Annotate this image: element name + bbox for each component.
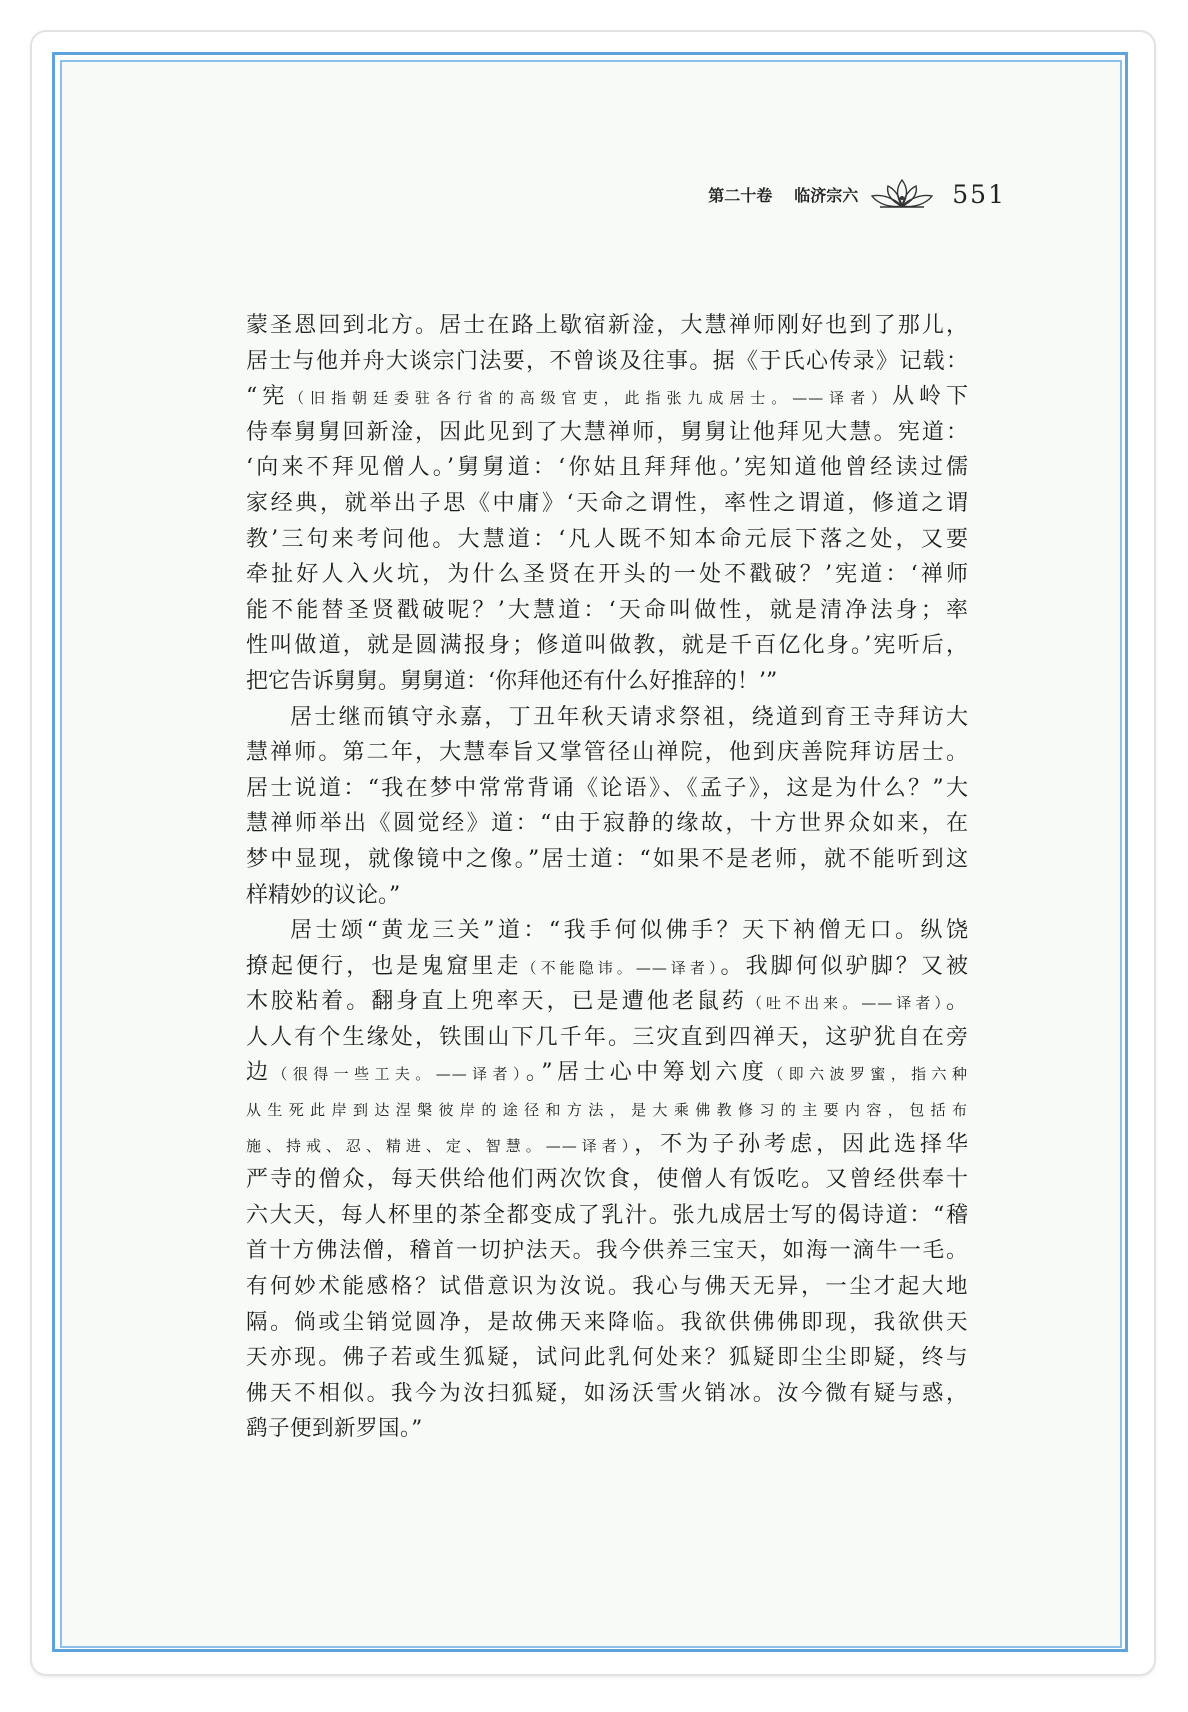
text-line	[246, 913, 968, 949]
text-line	[246, 1233, 968, 1269]
text-run: 佛天不相似。我今为汝扫狐疑，如汤沃雪火销冰。汝今微有疑与惑，	[246, 1380, 968, 1406]
text-run: 木胶粘着。翻身直上兜率天，已是遭他老鼠药	[246, 989, 747, 1015]
text-run: 慧禅师。第二年，大慧奉旨又掌管径山禅院，他到庆善院拜访居士。	[246, 740, 968, 766]
translator-note: （很得一些工夫。——译者）	[272, 1065, 526, 1084]
text-run: ，不为子孙考虑，因此选择华	[634, 1131, 968, 1157]
text-run: 居士继而镇守永嘉，丁丑年秋天请求祭祖，绕道到育王寺拜访大	[290, 704, 968, 730]
text-line	[246, 415, 968, 451]
text-line	[246, 379, 968, 415]
text-run: 牵扯好人入火坑，为什么圣贤在开头的一处不戳破？’宪道：‘禅师	[246, 562, 968, 588]
text-line	[246, 1127, 968, 1163]
text-run: 侍奉舅舅回新淦，因此见到了大慧禅师，舅舅让他拜见大慧。宪道：	[246, 419, 968, 445]
text-run: 能不能替圣贤戳破呢？’大慧道：‘天命叫做性，就是清净法身；率	[246, 597, 968, 623]
text-line	[246, 522, 968, 558]
text-line	[246, 450, 968, 486]
text-run: 。”居士心中筹划六度	[525, 1060, 769, 1086]
text-line	[246, 557, 968, 593]
text-run: 有何妙术能感格？试借意识为汝说。我心与佛天无异，一尘才起大地	[246, 1274, 968, 1300]
page-number: 551	[952, 179, 1006, 209]
text-run: 首十方佛法僧，稽首一切护法天。我今供养三宝天，如海一滴牛一毛。	[246, 1238, 968, 1264]
lotus-ornament-icon	[866, 176, 938, 212]
text-run: 人人有个生缘处，铁围山下几千年。三灾直到四禅天，这驴犹自在旁	[246, 1024, 968, 1050]
text-line	[246, 949, 968, 985]
translator-note: （即六波罗蜜，指六种	[768, 1065, 968, 1084]
text-run: 。我脚何似驴脚？又被	[720, 953, 968, 979]
text-run: 撩起便行，也是鬼窟里走	[246, 953, 522, 979]
translator-note: 从生死此岸到达涅槃彼岸的途径和方法，是大乘佛教修习的主要内容，包括布	[246, 1101, 968, 1120]
volume-title: 第二十卷	[708, 185, 773, 205]
text-line	[246, 1091, 968, 1127]
text-line	[246, 1020, 968, 1056]
text-run: 边	[246, 1060, 273, 1086]
text-run: 蒙圣恩回到北方。居士在路上歇宿新淦，大慧禅师刚好也到了那儿，	[246, 313, 968, 338]
text-run: 教’三句来考问他。大慧道：‘凡人既不知本命元辰下落之处，又要	[246, 526, 968, 552]
text-run: 性叫做道，就是圆满报身；修道叫做教，就是千百亿化身。’宪听后，	[246, 633, 968, 659]
text-run: 梦中显现，就像镜中之像。”居士道：“如果不是老师，就不能听到这	[246, 846, 968, 872]
translator-note: （旧指朝廷委驻各行省的高级官吏，此指张九成居士。——译者）	[289, 389, 893, 408]
body-text	[246, 308, 968, 1447]
text-run: 居士说道：“我在梦中常常背诵《论语》、《孟子》，这是为什么？”大	[246, 775, 968, 801]
text-line	[246, 628, 968, 664]
text-run: 样精妙的议论。”	[246, 882, 401, 908]
text-line	[246, 1162, 968, 1198]
section-title: 临济宗六	[794, 185, 859, 205]
text-run: 把它告诉舅舅。舅舅道：‘你拜他还有什么好推辞的！’”	[246, 668, 778, 694]
text-run: 家经典，就举出子思《中庸》‘天命之谓性，率性之谓道，修道之谓	[246, 490, 968, 516]
text-line	[246, 1055, 968, 1091]
running-head	[676, 176, 1006, 212]
text-run: 六大天，每人杯里的茶全都变成了乳汁。张九成居士写的偈诗道：“稽	[246, 1202, 968, 1228]
text-line	[246, 984, 968, 1020]
translator-note: （不能隐讳。——译者）	[521, 958, 721, 977]
text-run: 严寺的僧众，每天供给他们两次饮食，使僧人有饭吃。又曾经供奉十	[246, 1167, 968, 1193]
text-line	[246, 308, 968, 344]
text-line	[246, 771, 968, 807]
text-line	[246, 486, 968, 522]
text-run: 居士颂“黄龙三关”道：“我手何似佛手？天下衲僧无口。纵饶	[290, 918, 968, 944]
text-line	[246, 735, 968, 771]
text-run: 隔。倘或尘销觉圆净，是故佛天来降临。我欲供佛佛即现，我欲供天	[246, 1309, 968, 1335]
text-line	[246, 1305, 968, 1341]
text-line	[246, 593, 968, 629]
text-run: 居士与他并舟大谈宗门法要，不曾谈及往事。据《于氏心传录》记载：	[246, 348, 968, 374]
text-run: 天亦现。佛子若或生狐疑，试问此乳何处来？狐疑即尘尘即疑，终与	[246, 1345, 968, 1371]
text-line	[246, 1198, 968, 1234]
text-run: 。	[945, 989, 968, 1015]
text-run: 从岭下	[892, 384, 968, 410]
text-line	[246, 1376, 968, 1412]
text-run: ‘向来不拜见僧人。’舅舅道：‘你姑且拜拜他。’宪知道他曾经读过儒	[246, 455, 968, 481]
text-line	[246, 878, 968, 914]
translator-note: 施、持戒、忍、精进、定、智慧。——译者）	[246, 1136, 635, 1155]
translator-note: （吐不出来。——译者）	[746, 994, 946, 1013]
text-line	[246, 842, 968, 878]
text-line	[246, 700, 968, 736]
text-run: 鹞子便到新罗国。”	[246, 1416, 423, 1442]
text-line	[246, 806, 968, 842]
text-run: “宪	[246, 384, 290, 410]
text-line	[246, 1411, 968, 1447]
text-line	[246, 344, 968, 380]
text-line	[246, 1269, 968, 1305]
text-line	[246, 1340, 968, 1376]
text-line	[246, 664, 968, 700]
text-run: 慧禅师举出《圆觉经》道：“由于寂静的缘故，十方世界众如来，在	[246, 811, 968, 837]
